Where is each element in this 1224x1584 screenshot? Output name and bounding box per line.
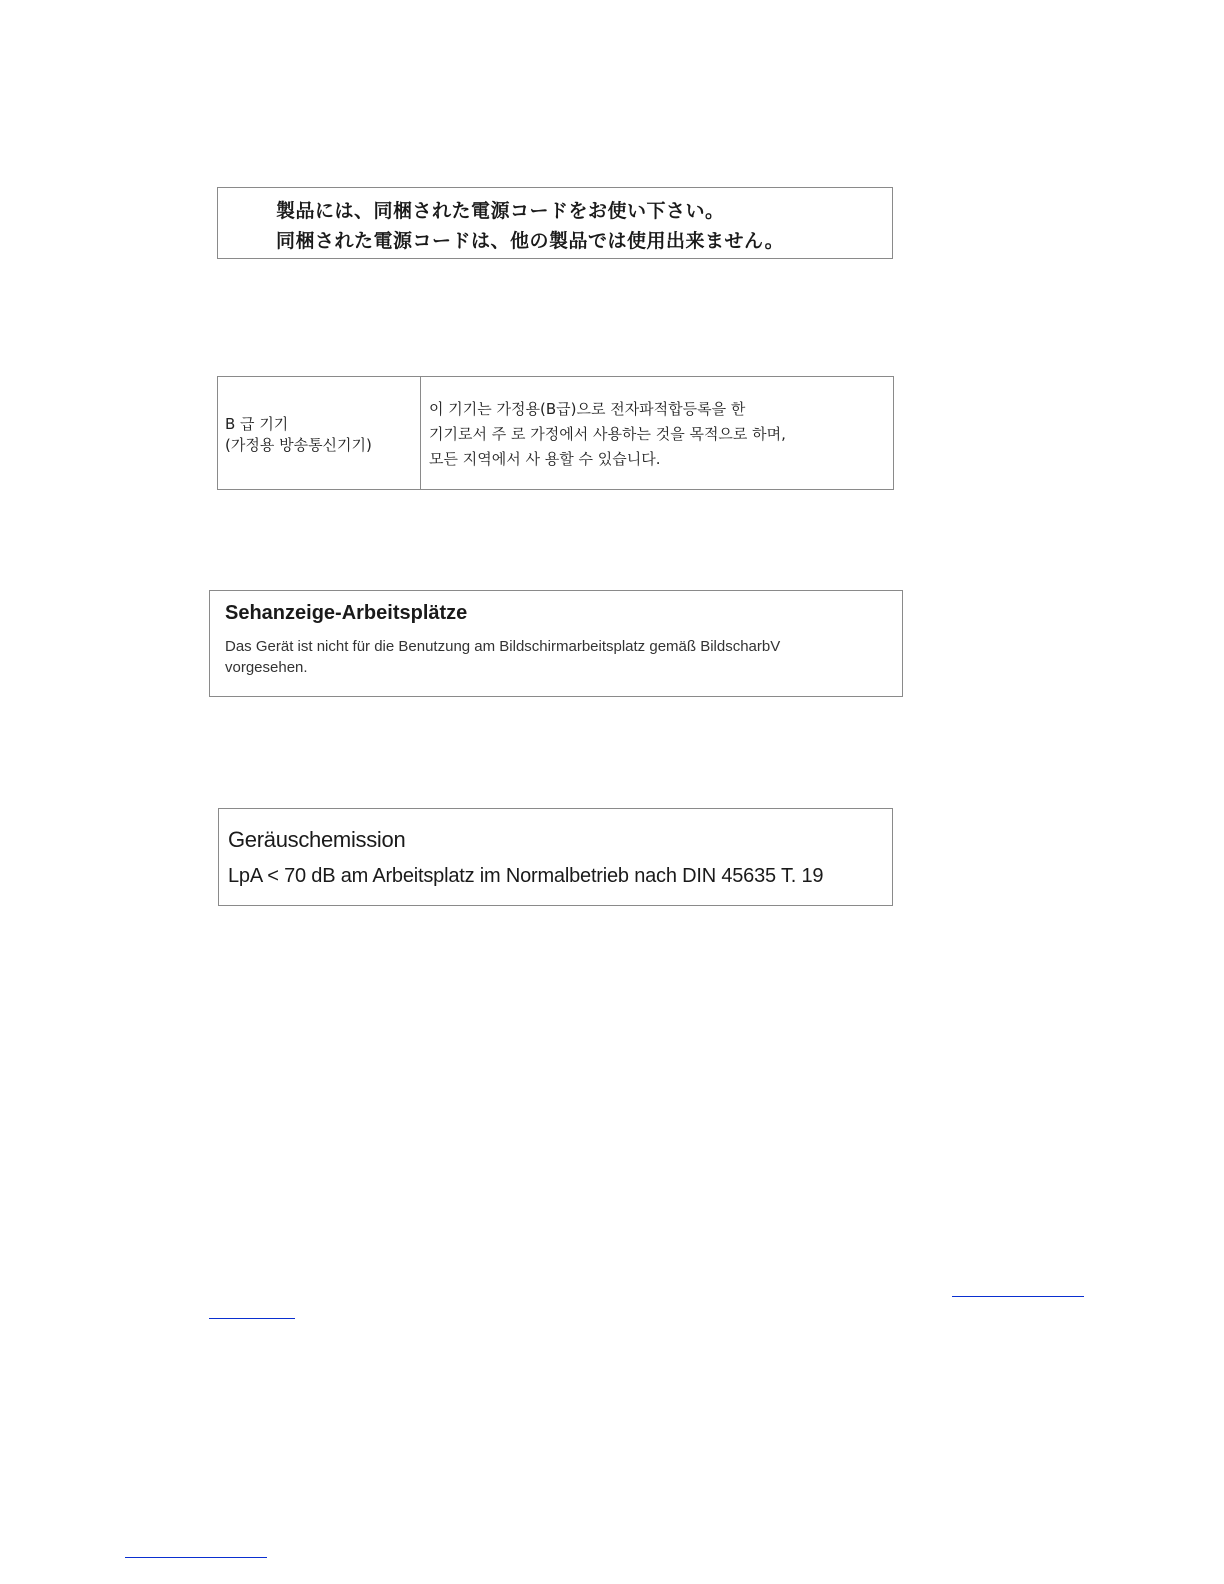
korean-class-label-line-2: (가정용 방송통신기기)	[225, 436, 372, 454]
noise-emission-body: LpA < 70 dB am Arbeitsplatz im Normalbetrieb nach DIN 45635 T. 19	[228, 865, 824, 887]
footer-link-underline[interactable]	[125, 1557, 267, 1558]
japanese-notice-line-2: 同梱された電源コードは、他の製品では使用出来ません。	[276, 230, 785, 252]
hyperlink-underline-part-1[interactable]	[952, 1296, 1084, 1297]
korean-class-label	[218, 377, 421, 489]
korean-notice-line-1: 이 기기는 가정용(B급)으로 전자파적합등록을 한	[429, 400, 746, 418]
korean-notice-line-2: 기기로서 주 로 가정에서 사용하는 것을 목적으로 하며,	[429, 425, 786, 443]
korean-notice-line-3: 모든 지역에서 사 용할 수 있습니다.	[429, 450, 661, 468]
korean-notice-text	[421, 377, 893, 489]
hyperlink-underline-part-2[interactable]	[209, 1318, 295, 1319]
noise-emission-notice	[218, 808, 893, 906]
korean-emc-notice	[217, 376, 894, 490]
german-workstation-notice	[209, 590, 903, 697]
workstation-notice-title: Sehanzeige-Arbeitsplätze	[225, 602, 468, 624]
noise-emission-title: Geräuschemission	[228, 827, 406, 852]
workstation-notice-body: Das Gerät ist nicht für die Benutzung am Bildschirmarbeitsplatz gemäß BildscharbV vorgesehen.	[225, 638, 781, 676]
japanese-power-cord-notice	[217, 187, 893, 259]
japanese-notice-line-1: 製品には、同梱された電源コードをお使い下さい。	[276, 200, 725, 222]
korean-class-label-line-1: B 급 기기	[225, 415, 289, 433]
